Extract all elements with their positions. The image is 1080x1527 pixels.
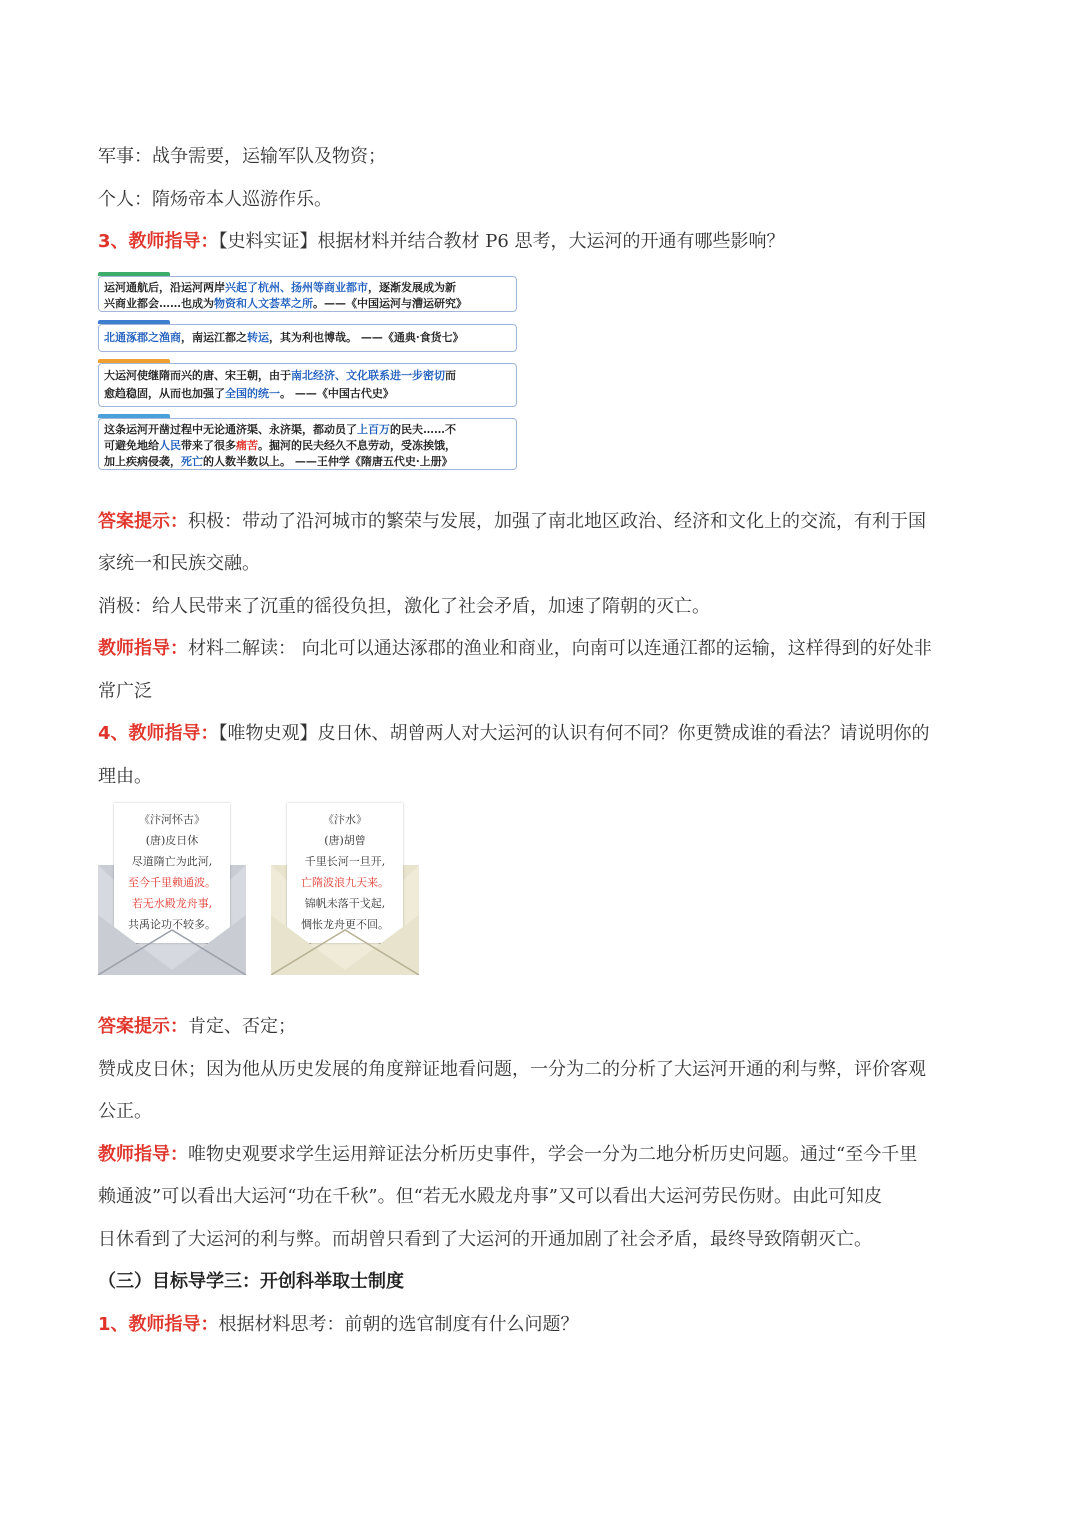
- poem-1-line-3: 若无水殿龙舟事,: [131, 897, 213, 910]
- question-5: [98, 1310, 579, 1336]
- poem-1-line-2: 至今千里赖通波。: [128, 876, 216, 889]
- question-4-label: 4、教师指导：: [98, 723, 219, 744]
- question-3: [98, 227, 785, 253]
- answer-2-label: 答案提示：: [98, 1016, 188, 1037]
- poem-2-line-1: 千里长河一旦开,: [304, 855, 386, 868]
- answer-2-body-1: 赞成皮日休；因为他从历史发展的角度辩证地看问题，一分为二的分析了大运河开通的利与弊，评价客观: [98, 1059, 926, 1080]
- guide-1-label: 教师指导：: [98, 638, 188, 659]
- guide-1-line-1: [98, 634, 932, 660]
- guide-2-line-2: 赖通波”可以看出大运河“功在千秋”。但“若无水殿龙舟事”又可以看出大运河劳民伤财。由此可知皮: [98, 1186, 883, 1207]
- material-4-line-3: 加上疾病侵袭，死亡的人数半数以上。 ——王仲学《隋唐五代史·上册》: [104, 455, 453, 468]
- poem-1-author: (唐)皮日休: [145, 834, 199, 847]
- poem-envelope-2: [271, 803, 419, 975]
- material-box-2: [98, 324, 517, 352]
- question-5-text: 根据材料思考：前朝的选官制度有什么问题？: [218, 1314, 579, 1335]
- material-tab-4: [98, 414, 170, 418]
- poem-1-line-4: 共禹论功不较多。: [128, 918, 216, 931]
- answer-2-text: 肯定、否定；: [188, 1016, 296, 1037]
- question-3-label: 3、教师指导：: [98, 231, 219, 252]
- material-tab-2: [98, 320, 170, 324]
- guide-2-line-1: [98, 1140, 917, 1166]
- answer-1-label: 答案提示：: [98, 511, 188, 532]
- answer-2-line: [98, 1012, 296, 1038]
- military-reason: 军事：战争需要，运输军队及物资；: [98, 146, 386, 167]
- guide-2-label: 教师指导：: [98, 1144, 188, 1165]
- envelope-2-front: [271, 915, 419, 975]
- guide-2-line-3: 日休看到了大运河的利与弊。而胡曾只看到了大运河的开通加剧了社会矛盾，最终导致隋朝灭亡。: [98, 1229, 872, 1250]
- guide-2-text-1: 唯物史观要求学生运用辩证法分析历史事件，学会一分为二地分析历史问题。通过“至今千里: [188, 1144, 918, 1165]
- question-4-text-1: 【唯物史观】皮日休、胡曾两人对大运河的认识有何不同？你更赞成谁的看法？请说明你的: [218, 723, 930, 744]
- guide-1-line-2: 常广泛: [98, 681, 152, 702]
- poem-2-author: (唐)胡曾: [324, 834, 366, 847]
- question-3-text: 【史料实证】根据材料并结合教材 P6 思考，大运河的开通有哪些影响？: [218, 231, 785, 252]
- question-5-label: 1、教师指导：: [98, 1314, 219, 1335]
- personal-reason: 个人：隋炀帝本人巡游作乐。: [98, 189, 332, 210]
- material-1-line-2: 兴商业都会……也成为物资和人文荟萃之所。——《中国运河与漕运研究》: [104, 297, 467, 310]
- section-3-heading: （三）目标导学三：开创科举取士制度: [98, 1271, 404, 1292]
- material-4-line-1: 这条运河开凿过程中无论通济渠、永济渠，都动员了上百万的民夫……不: [104, 423, 456, 436]
- material-box-4: [98, 418, 517, 470]
- poem-1-title: 《汴河怀古》: [139, 813, 205, 826]
- answer-1-line-2: 家统一和民族交融。: [98, 553, 260, 574]
- poem-2-line-3: 锦帆未落干戈起,: [304, 897, 386, 910]
- material-3-line-1: 大运河使继隋而兴的唐、宋王朝，由于南北经济、文化联系进一步密切而: [104, 369, 456, 382]
- material-box-3: [98, 363, 517, 407]
- answer-2-body-2: 公正。: [98, 1101, 152, 1122]
- poem-envelope-1: [98, 803, 246, 975]
- poem-2-title: 《汴水》: [323, 813, 367, 826]
- poem-2-line-2: 亡隋波浪九天来。: [301, 876, 389, 889]
- guide-1-text-1: 材料二解读： 向北可以通达涿郡的渔业和商业，向南可以连通江都的运输，这样得到的好处非: [188, 638, 932, 659]
- material-4-line-2: 可避免地给人民带来了很多痛苦。掘河的民夫经久不息劳动，受冻挨饿，: [104, 439, 456, 452]
- poem-2-line-4: 惆怅龙舟更不回。: [301, 918, 389, 931]
- answer-1-line-1: [98, 507, 926, 533]
- material-tab-1: [98, 272, 170, 276]
- poem-1-line-1: 尽道隋亡为此河,: [131, 855, 213, 868]
- material-3-line-2: 愈趋稳固，从而也加强了全国的统一。 ——《中国古代史》: [104, 387, 394, 400]
- answer-1-negative: 消极：给人民带来了沉重的徭役负担，激化了社会矛盾，加速了隋朝的灭亡。: [98, 596, 710, 617]
- envelope-1-front: [98, 915, 246, 975]
- material-2-line: 北通涿郡之渔商，南运江都之转运，其为利也博哉。 ——《通典·食货七》: [104, 331, 464, 344]
- material-tab-3: [98, 359, 170, 363]
- question-4-line-2: 理由。: [98, 766, 152, 787]
- material-1-line-1: 运河通航后，沿运河两岸兴起了杭州、扬州等商业都市，逐渐发展成为新: [104, 281, 456, 294]
- question-4-line-1: [98, 719, 930, 745]
- answer-1-text-1: 积极：带动了沿河城市的繁荣与发展，加强了南北地区政治、经济和文化上的交流，有利于国: [188, 511, 926, 532]
- material-box-1: [98, 276, 517, 312]
